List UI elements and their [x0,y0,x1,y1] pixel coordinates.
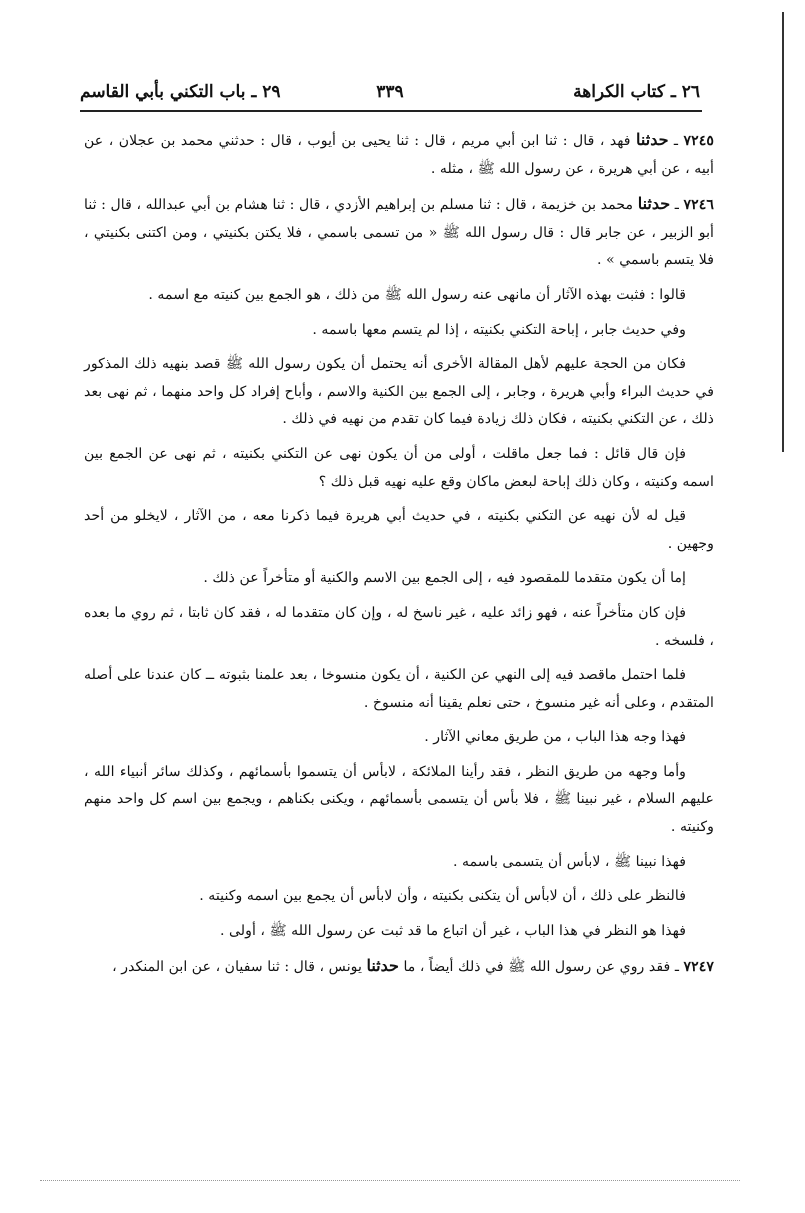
paragraph: وأما وجهه من طريق النظر ، فقد رأينا الملائكة ، لابأس أن يتسموا بأسمائهم ، وكذلك سائر أنبياء الله ، عليهم السلام ، غير نبينا ﷺ ، فلا بأس أن يتسمى بأسمائهم ، ويكنى بكناهم ، ويجمع بين اسم كل واحد منهم وكنيته . [84,763,714,836]
paragraph: فلما احتمل ماقصد فيه إلى النهي عن الكنية ، أن يكون منسوخا ، بعد علمنا بثبوته ــ كان عندنا على أصله المتقدم ، وعلى أنه غير منسوخ ، حتى نعلم يقينا أنه منسوخ . [84,667,714,711]
bottom-rule [40,1180,740,1181]
paragraph: إما أن يكون متقدما للمقصود فيه ، إلى الجمع بين الاسم والكنية أو متأخراً عن ذلك . [203,570,686,587]
hadith-text: محمد بن خزيمة ، قال : ثنا مسلم بن إبراهيم الأزدي ، قال : ثنا هشام بن أبي عبدالله ، قال : ثنا أبو الزبير ، عن جابر قال : قال رسول الله ﷺ « من تسمى باسمي ، فلا يكتن بكنيتي ، ومن اكتنى بكنيتي ، فلا يتسم باسمي » . [84,197,714,269]
haddathana-word: حدثنا [636,130,669,149]
paragraph: قيل له لأن نهيه عن التكني بكنيته ، في حديث أبي هريرة فيما ذكرنا معه ، من الآثار ، لايخلو من أحد وجهين . [84,508,714,552]
paragraph: فكان من الحجة عليهم لأهل المقالة الأخرى أنه يحتمل أن يكون رسول الله ﷺ قصد بنهيه ذلك المذكور في حديث البراء وأبي هريرة ، وجابر ، إلى الجمع بين الكنية والاسم ، وأباح إفراد كل واحد منهما ، ثم نهى بعد ذلك ، عن التكني بكنيته ، فكان ذلك زيادة فيما كان تقدم من نهيه في ذلك . [84,356,714,428]
hadith-number: ٧٢٤٦ [683,197,714,214]
haddathana-word: حدثنا [637,194,671,214]
paragraph: فإن كان متأخراً عنه ، فهو زائد عليه ، غير ناسخ له ، وإن كان متقدما له ، فقد كان ثابتا ، ثم روي ما بعده ، فلسخه . [84,604,714,649]
hadith-number: ٧٢٤٥ [683,133,714,149]
page-number: ٣٣٩ [376,82,404,102]
hadith-text: فهد ، قال : ثنا ابن أبي مريم ، قال : ثنا يحيى بن أيوب ، قال : حدثني محمد بن عجلان ، عن أبيه ، عن أبي هريرة ، عن رسول الله ﷺ ، مثله . [84,133,714,177]
paragraph: وفي حديث جابر ، إباحة التكني بكنيته ، إذا لم يتسم معها باسمه . [312,321,686,338]
hadith-entry: ٧٢٤٦ ـ حدثنا محمد بن خزيمة ، قال : ثنا مسلم بن إبراهيم الأزدي ، قال : ثنا هشام بن أبي عبدالله ، قال : ثنا أبو الزبير ، عن جابر قال : قال رسول الله ﷺ « من تسمى باسمي ، فلا يكتن بكنيتي ، ومن اكتنى بكنيتي ، فلا يتسم باسمي » . [84,194,714,269]
paragraph: فالنظر على ذلك ، أن لابأس أن يتكنى بكنيته ، وأن لابأس أن يجمع بين اسمه وكنيته . [199,888,686,905]
hadith-text-continued: يونس ، قال : ثنا سفيان ، عن ابن المنكدر ، [112,959,362,976]
paragraph: قالوا : فثبت بهذه الآثار أن مانهى عنه رسول الله ﷺ من ذلك ، هو الجمع بين كنيته مع اسمه . [148,286,686,303]
haddathana-word: حدثنا [366,956,399,976]
hadith-entry: ٧٢٤٥ ـ حدثنا فهد ، قال : ثنا ابن أبي مريم ، قال : ثنا يحيى بن أيوب ، قال : حدثني محمد بن عجلان ، عن أبيه ، عن أبي هريرة ، عن رسول الله ﷺ ، مثله . [84,130,714,177]
hadith-entry: ٧٢٤٧ ـ فقد روي عن رسول الله ﷺ في ذلك أيضاً ، ما حدثنا يونس ، قال : ثنا سفيان ، عن ابن المنكدر ، [112,956,714,976]
page-body [84,126,714,989]
hadith-text: فقد روي عن رسول الله ﷺ في ذلك أيضاً ، ما [403,959,671,976]
header-rule [80,110,702,112]
margin-mark [782,12,784,452]
hadith-number: ٧٢٤٧ [683,959,714,976]
paragraph: فهذا وجه هذا الباب ، من طريق معاني الآثار . [424,729,686,746]
chapter-title: ٢٦ ـ كتاب الكراهة [573,82,700,102]
page-header [80,72,700,112]
paragraph: فإن قال قائل : فما جعل ماقلت ، أولى من أن يكون نهى عن التكني بكنيته ، ثم نهى عن الجمع بين اسمه وكنيته ، وكان ذلك إباحة لبعض ماكان وقع عليه نهيه قبل ذلك ؟ [84,445,714,490]
paragraph: فهذا نبينا ﷺ ، لابأس أن يتسمى باسمه . [452,853,686,870]
paragraph: فهذا هو النظر في هذا الباب ، غير أن اتباع ما قد ثبت عن رسول الله ﷺ ، أولى . [219,922,686,939]
section-title: ٢٩ ـ باب التكني بأبي القاسم [80,82,281,102]
